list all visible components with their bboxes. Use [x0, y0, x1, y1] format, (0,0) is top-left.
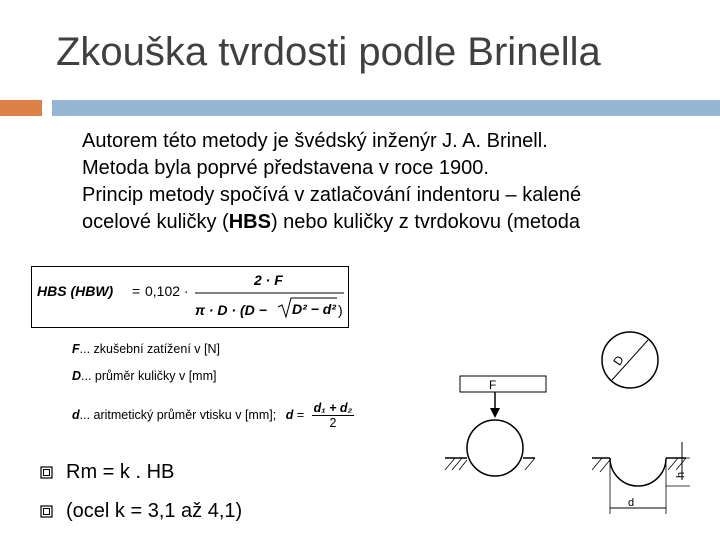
depth-label: h [675, 471, 687, 478]
formula-box [31, 266, 349, 328]
surface-hatching [445, 458, 535, 470]
def-indent-den: 2 [329, 416, 337, 430]
def-diameter-text: ... průměr kuličky v [mm] [81, 369, 217, 383]
bullet-1-text: Rm = k . HB [66, 461, 175, 483]
intro-line-1: Autorem této metody je švédský inženýr J. A. Brinell. [82, 130, 548, 152]
formula-coef: 0,102 · [145, 283, 189, 299]
formula-close: ) [338, 302, 343, 318]
bullet-2-text: (ocel k = 3,1 až 4,1) [66, 500, 243, 522]
def-force-sym: F [72, 342, 80, 356]
def-diameter-sym: D [72, 369, 82, 383]
surface2-hatching [592, 458, 686, 472]
intro-line-3: Princip metody spočívá v zatlačování indentoru – kalené [82, 184, 582, 206]
formula-lhs: HBS (HBW) [37, 283, 114, 299]
brinell-diagram [440, 330, 700, 530]
def-diameter [72, 369, 216, 383]
square-bullet-icon [40, 466, 53, 479]
intro-text [82, 128, 702, 250]
ball-diameter-label: D [610, 353, 627, 369]
accent-bar [0, 100, 42, 116]
force-box [460, 376, 546, 392]
def-indent [72, 401, 354, 430]
indent-label: d [628, 497, 635, 509]
hbs-abbrev: HBS [228, 211, 271, 233]
force-label: F [489, 378, 497, 392]
def-indent-sym: d [72, 407, 80, 422]
def-indent-num: d₁ + d₂ [313, 401, 353, 415]
square-bullet-icon [40, 505, 53, 518]
def-indent-eq: = [296, 407, 305, 422]
intro-line-4a: ocelové kuličky ( [82, 211, 229, 233]
def-indent-sym2: d [285, 407, 294, 422]
indent-profile [610, 458, 666, 486]
slide-title: Zkouška tvrdosti podle Brinella [56, 30, 601, 74]
def-indent-text: ... aritmetický průměr vtisku v [mm]; [79, 407, 277, 422]
formula-den-pi: π · D · (D − [195, 302, 267, 318]
intro-line-4b: ) nebo kuličky z tvrdokovu (metoda [270, 211, 580, 233]
force-arrow-head [490, 408, 500, 418]
formula-eq: = [132, 283, 141, 299]
formula-numerator: 2 · F [254, 272, 283, 288]
indenter-ball-icon [467, 420, 523, 476]
def-force [72, 342, 220, 356]
def-force-text: ... zkušební zatížení v [N] [79, 342, 220, 356]
intro-line-4 [82, 209, 702, 236]
title-rule-bar [52, 100, 720, 116]
formula-sqrt-content: D² − d² [292, 301, 336, 317]
intro-line-2: Metoda byla poprvé představena v roce 1900. [82, 157, 489, 179]
